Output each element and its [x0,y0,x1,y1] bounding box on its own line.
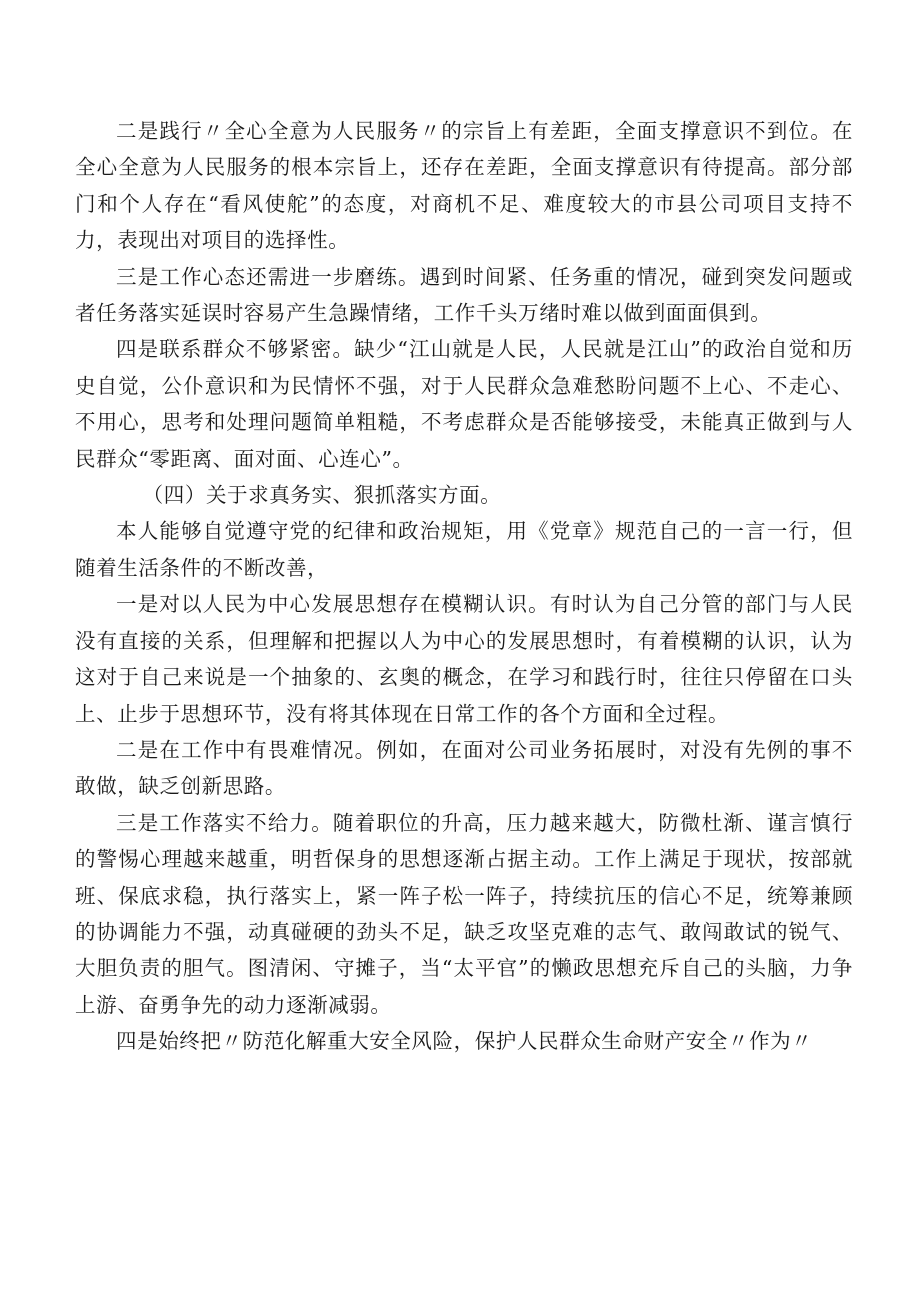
paragraph-service-gap: 二是践行〃全心全意为人民服务〃的宗旨上有差距，全面支撑意识不到位。在全心全意为人民服务的根本宗旨上，还存在差距，全面支撑意识有待提高。部分部门和个人存在“看风使舵”的态度，对商机不足、难度较大的市县公司项目支持不力，表现出对项目的选择性。 [75,119,853,253]
section-heading-four: （四）关于求真务实、狠抓落实方面。 [142,483,502,508]
paragraph-work-attitude: 三是工作心态还需进一步磨练。遇到时间紧、任务重的情况，碰到突发问题或者任务落实延误时容易产生急躁情绪，工作千头万绪时难以做到面面俱到。 [75,264,853,326]
paragraph-fear-of-difficulty: 二是在工作中有畏难情况。例如，在面对公司业务拓展时，对没有先例的事不敢做，缺乏创新思路。 [75,737,853,799]
paragraph-safety-risk: 四是始终把〃防范化解重大安全风险，保护人民群众生命财产安全〃作为〃 [116,1029,813,1054]
paragraph-people-centered: 一是对以人民为中心发展思想存在模糊认识。有时认为自己分管的部门与人民没有直接的关系，但理解和把握以人为中心的发展思想时，有着模糊的认识，认为这对于自己来说是一个抽象的、玄奥的概念，在学习和践行时，往往只停留在口头上、止步于思想环节，没有将其体现在日常工作的各个方面和全过程。 [75,592,853,726]
paragraph-implementation: 三是工作落实不给力。随着职位的升高，压力越来越大，防微杜渐、谨言慎行的警惕心理越来越重，明哲保身的思想逐渐占据主动。工作上满足于现状，按部就班、保底求稳，执行落实上，紧一阵子松一阵子，持续抗压的信心不足，统筹兼顾的协调能力不强，动真碰硬的劲头不足，缺乏攻坚克难的志气、敢闯敢试的锐气、大胆负责的胆气。图清闲、守摊子，当“太平官”的懒政思想充斥自己的头脑，力争上游、奋勇争先的动力逐渐减弱。 [75,810,853,1017]
paragraph-discipline-intro: 本人能够自觉遵守党的纪律和政治规矩，用《党章》规范自己的一言一行，但随着生活条件的不断改善， [75,519,853,580]
document-body [75,113,853,1060]
paragraph-mass-connection: 四是联系群众不够紧密。缺少“江山就是人民，人民就是江山”的政治自觉和历史自觉，公仆意识和为民情怀不强，对于人民群众急难愁盼问题不上心、不走心、不用心，思考和处理问题简单粗糙，不考虑群众是否能够接受，未能真正做到与人民群众“零距离、面对面、心连心”。 [75,337,853,471]
